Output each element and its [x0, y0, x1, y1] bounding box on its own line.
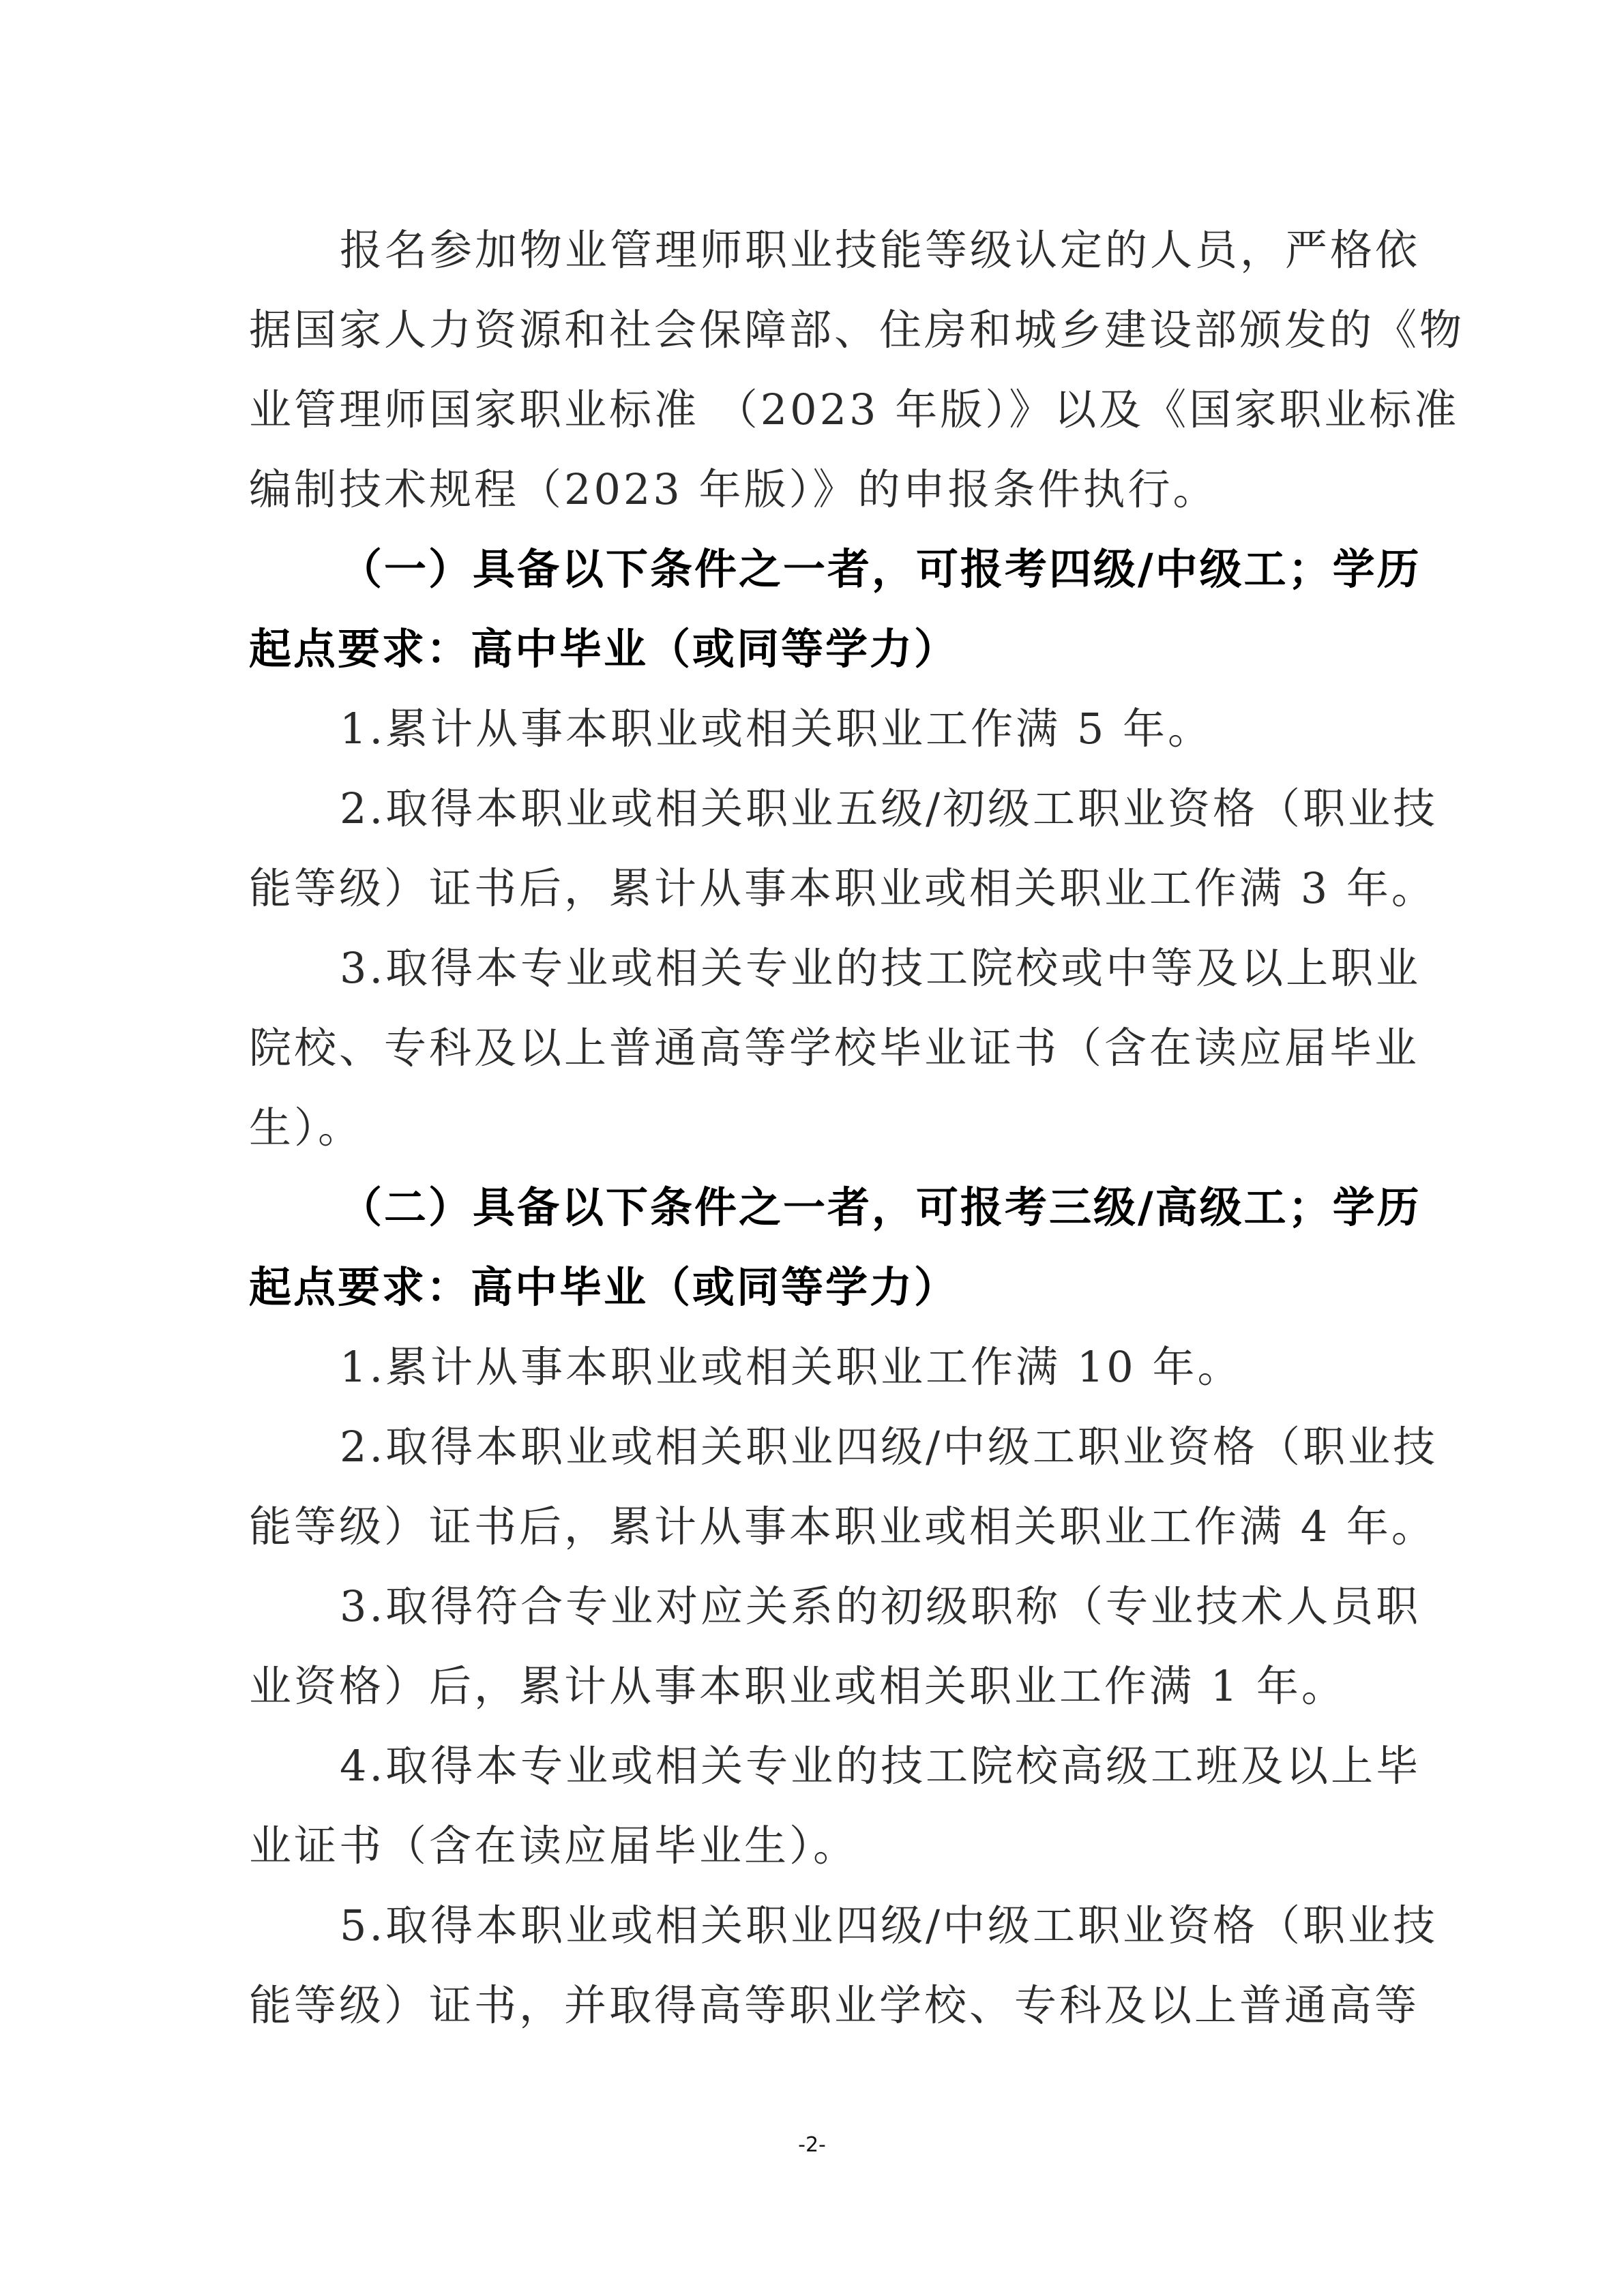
page-number: -2- [798, 2133, 826, 2157]
heading-line: （一）具备以下条件之一者，可报考四级/中级工；学历 [340, 544, 1421, 594]
heading-line: 起点要求：高中毕业（或同等学力） [249, 624, 959, 674]
paragraph-line: 业管理师国家职业标准 （2023 年版）》以及《国家职业标准 [249, 385, 1460, 434]
section-1-heading [249, 529, 1421, 689]
intro-paragraph [249, 210, 1465, 529]
list-item-line: 2.取得本职业或相关职业五级/初级工职业资格（职业技 [340, 784, 1438, 833]
heading-line: 起点要求：高中毕业（或同等学力） [249, 1262, 959, 1312]
list-item-line: 能等级）证书后，累计从事本职业或相关职业工作满 3 年。 [249, 863, 1436, 913]
section-1-item-3 [249, 928, 1421, 1167]
list-item-line: 2.取得本职业或相关职业四级/中级工职业资格（职业技 [340, 1422, 1438, 1472]
section-1-item-1 [249, 689, 1388, 769]
list-item-line: 业资格）后，累计从事本职业或相关职业工作满 1 年。 [249, 1661, 1346, 1711]
section-2-item-1 [249, 1327, 1388, 1407]
section-1-item-2 [249, 769, 1438, 928]
list-item-line: 生）。 [249, 1103, 364, 1152]
list-item-line: 1.累计从事本职业或相关职业工作满 5 年。 [340, 704, 1213, 754]
section-2-item-4 [249, 1726, 1421, 1885]
list-item-line: 3.取得本专业或相关专业的技工院校或中等及以上职业 [340, 943, 1421, 993]
list-item-line: 4.取得本专业或相关专业的技工院校高级工班及以上毕 [340, 1741, 1421, 1791]
list-item-line: 5.取得本职业或相关职业四级/中级工职业资格（职业技 [340, 1900, 1438, 1950]
list-item-line: 业证书（含在读应届毕业生）。 [249, 1821, 859, 1870]
paragraph-line: 据国家人力资源和社会保障部、住房和城乡建设部颁发的《物 [249, 305, 1465, 355]
list-item-line: 能等级）证书，并取得高等职业学校、专科及以上普通高等 [249, 1980, 1420, 2030]
section-2-heading [249, 1167, 1421, 1327]
section-2-item-3 [249, 1566, 1421, 1726]
list-item-line: 3.取得符合专业对应关系的初级职称（专业技术人员职 [340, 1581, 1421, 1631]
list-item-line: 能等级）证书后，累计从事本职业或相关职业工作满 4 年。 [249, 1502, 1436, 1551]
heading-line: （二）具备以下条件之一者，可报考三级/高级工；学历 [340, 1182, 1421, 1232]
paragraph-line: 编制技术规程（2023 年版）》的申报条件执行。 [249, 464, 1218, 514]
document-body [249, 210, 1465, 2045]
section-2-item-2 [249, 1407, 1438, 1566]
list-item-line: 1.累计从事本职业或相关职业工作满 10 年。 [340, 1342, 1243, 1392]
paragraph-line: 报名参加物业管理师职业技能等级认定的人员，严格依 [340, 225, 1421, 275]
list-item-line: 院校、专科及以上普通高等学校毕业证书（含在读应届毕业 [249, 1023, 1420, 1073]
section-2-item-5 [249, 1885, 1438, 2045]
